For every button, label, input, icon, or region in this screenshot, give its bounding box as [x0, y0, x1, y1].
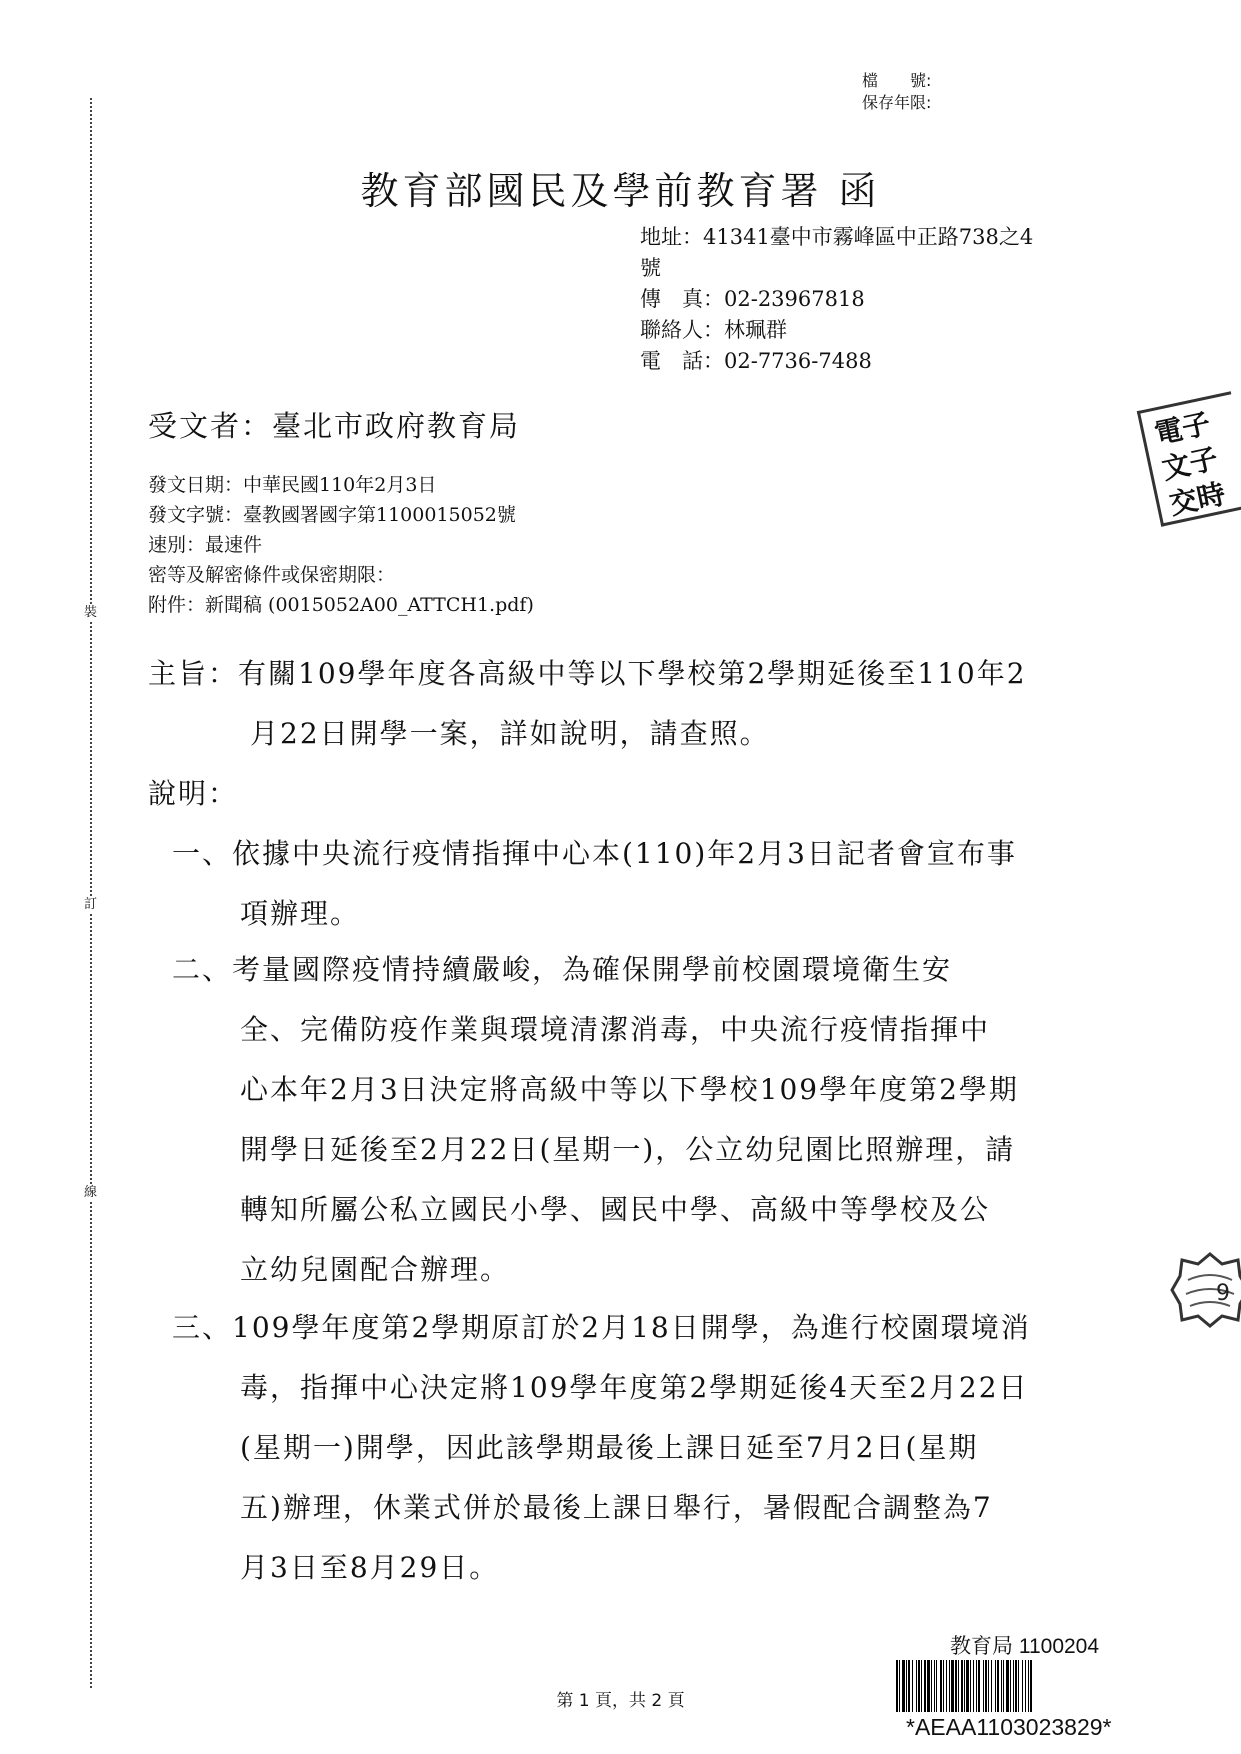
explanation-item-2: 二、考量國際疫情持續嚴峻，為確保開學前校園環境衛生安: [172, 953, 953, 986]
subject-line-2: 月22日開學一案，詳如說明，請查照。: [250, 717, 770, 750]
page-number: 第 1 頁，共 2 頁: [556, 1691, 685, 1711]
explanation-item-2-cont: 心本年2月3日決定將高級中等以下學校109學年度第2學期: [240, 1073, 1019, 1106]
margin-mark-ding: 訂: [84, 897, 98, 912]
sender-address-cont: 號: [640, 256, 661, 280]
document-title: 教育部國民及學前教育署 函: [360, 169, 881, 213]
sender-info: [640, 222, 1033, 377]
explanation-item-2-cont: 開學日延後至2月22日(星期一)，公立幼兒園比照辦理，請: [240, 1133, 1016, 1166]
explanation-item-2-cont: 全、完備防疫作業與環境清潔消毒，中央流行疫情指揮中: [240, 1013, 991, 1046]
margin-mark-zhuang: 裝: [84, 605, 98, 620]
explanation-item-3-cont: 五)辦理，休業式併於最後上課日舉行，暑假配合調整為7: [240, 1491, 993, 1524]
barcode-label: 教育局 1100204: [950, 1635, 1100, 1658]
secrecy-level: 密等及解密條件或保密期限：: [148, 564, 396, 586]
retention-label: 保存年限:: [862, 93, 932, 112]
explanation-item-1-cont: 項辦理。: [240, 897, 361, 930]
explanation-item-1: 一、依據中央流行疫情指揮中心本(110)年2月3日記者會宣布事: [172, 837, 1017, 870]
document-metadata: [148, 470, 534, 620]
subject-line-1: 主旨：有關109學年度各高級中等以下學校第2學期延後至110年2: [148, 657, 1027, 690]
electronic-exchange-stamp: 電子 文子 交時: [1137, 391, 1241, 526]
explanation-item-2-cont: 立幼兒園配合辦理。: [240, 1253, 511, 1286]
file-number-label: 檔 號:: [862, 71, 932, 90]
explanation-heading: 說明：: [148, 777, 239, 810]
attachment: 附件：新聞稿 (0015052A00_ATTCH1.pdf): [148, 594, 534, 616]
sender-phone: 電 話：02-7736-7488: [640, 349, 872, 373]
binding-margin-line: [90, 98, 92, 1688]
page-seal-icon: [1170, 1250, 1241, 1330]
barcode-code: *AEAA1103023829*: [906, 1714, 1112, 1740]
archive-info: [862, 70, 931, 114]
margin-mark-xian: 線: [84, 1185, 98, 1200]
seal-number: 9: [1216, 1281, 1230, 1306]
explanation-item-3: 三、109學年度第2學期原訂於2月18日開學，為進行校園環境消: [172, 1311, 1031, 1344]
sender-fax: 傳 真：02-23967818: [640, 287, 865, 311]
explanation-item-2-cont: 轉知所屬公私立國民小學、國民中學、高級中等學校及公: [240, 1193, 991, 1226]
speed-level: 速別：最速件: [148, 534, 263, 556]
sender-address: 地址：41341臺中市霧峰區中正路738之4: [640, 225, 1034, 249]
sender-contact: 聯絡人：林珮群: [640, 318, 787, 342]
document-number: 發文字號：臺教國署國字第1100015052號: [148, 504, 516, 526]
recipient: 受文者：臺北市政府教育局: [148, 409, 521, 443]
issue-date: 發文日期：中華民國110年2月3日: [148, 474, 437, 496]
explanation-item-3-cont: 月3日至8月29日。: [240, 1551, 500, 1584]
explanation-item-3-cont: 毒，指揮中心決定將109學年度第2學期延後4天至2月22日: [240, 1371, 1029, 1404]
explanation-item-3-cont: (星期一)開學，因此該學期最後上課日延至7月2日(星期: [240, 1431, 979, 1464]
